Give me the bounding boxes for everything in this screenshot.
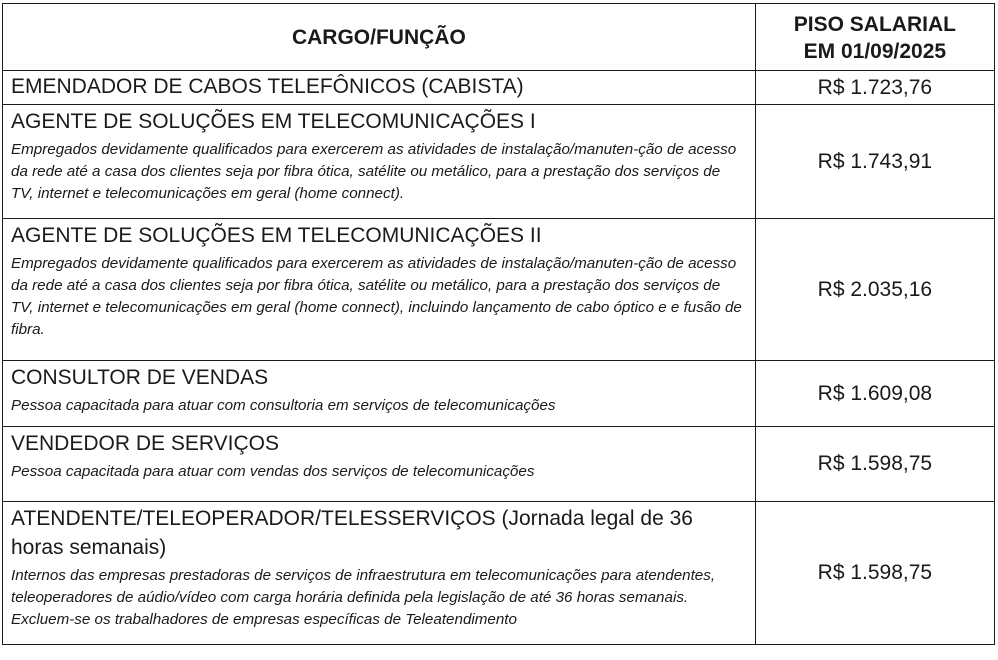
role-title: VENDEDOR DE SERVIÇOS: [11, 432, 280, 455]
role-description: Empregados devidamente qualificados para exercerem as atividades de instalação/manuten-ção de acesso da rede até a casa dos clientes seja por fibra ótica, satélite ou metálico, para a prestação dos serviços de TV, internet e telecomunicações em geral (home connect).: [11, 141, 737, 202]
role-cell: [3, 105, 756, 219]
role-cell: [3, 219, 756, 361]
role-cell: [3, 361, 756, 427]
table-row: [3, 361, 995, 427]
table-row: [3, 71, 995, 105]
role-description: Pessoa capacitada para atuar com consultoria em serviços de telecomunicações: [11, 397, 556, 414]
role-description: Internos das empresas prestadoras de serviços de infraestrutura em telecomunicações para atendentes, teleoperadores de aúdio/vídeo com carga horária definida pela legislação de até 36 horas semanais. Excluem-se os trabalhadores de empresas específicas de Teleatendimento: [11, 567, 716, 628]
role-title: CONSULTOR DE VENDAS: [11, 366, 269, 389]
role-title: ATENDENTE/TELEOPERADOR/TELESSERVIÇOS (Jornada legal de 36 horas semanais): [11, 507, 693, 559]
table-row: [3, 427, 995, 502]
table-row: [3, 219, 995, 361]
header-wage-line2: EM 01/09/2025: [803, 40, 947, 63]
role-title: AGENTE DE SOLUÇÕES EM TELECOMUNICAÇÕES II: [11, 224, 542, 247]
role-cell: [3, 427, 756, 502]
role-cell: [3, 71, 756, 105]
wage-cell: R$ 1.609,08: [755, 361, 994, 427]
role-title: AGENTE DE SOLUÇÕES EM TELECOMUNICAÇÕES I: [11, 110, 536, 133]
role-title: EMENDADOR DE CABOS TELEFÔNICOS (CABISTA): [11, 75, 524, 98]
role-description: Pessoa capacitada para atuar com vendas dos serviços de telecomunicações: [11, 463, 535, 480]
table-header-row: [3, 4, 995, 71]
role-description: Empregados devidamente qualificados para exercerem as atividades de instalação/manuten-ção de acesso da rede até a casa dos clientes seja por fibra ótica, satélite ou metálico, para a prestação dos serviços de TV, internet e telecomunicações em geral (home connect), incluindo lançamento de cabo óptico e e fusão de fibra.: [11, 255, 742, 338]
wage-cell: R$ 1.723,76: [755, 71, 994, 105]
table-row: [3, 502, 995, 645]
header-wage: [755, 4, 994, 71]
wage-cell: R$ 1.598,75: [755, 427, 994, 502]
header-wage-line1: PISO SALARIAL: [793, 13, 956, 36]
header-role: CARGO/FUNÇÃO: [3, 4, 756, 71]
wage-cell: R$ 1.743,91: [755, 105, 994, 219]
table-row: [3, 105, 995, 219]
wage-cell: R$ 1.598,75: [755, 502, 994, 645]
salary-table: [2, 3, 995, 645]
wage-cell: R$ 2.035,16: [755, 219, 994, 361]
role-cell: [3, 502, 756, 645]
